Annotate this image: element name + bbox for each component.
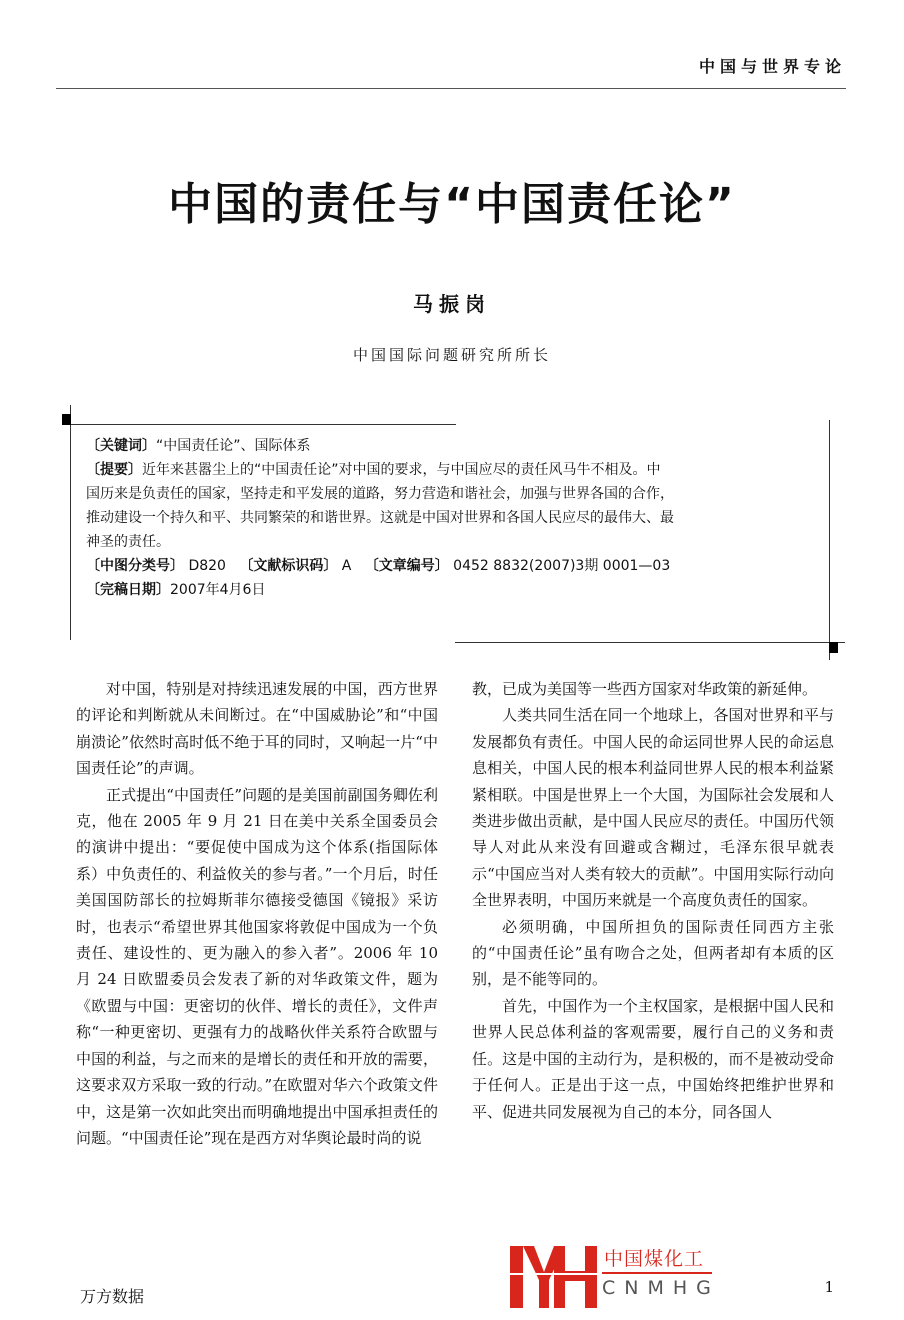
header-rule <box>56 88 846 89</box>
mh-logo-mark-icon <box>510 1246 598 1308</box>
doc-code-value: A <box>341 558 352 574</box>
logo-underline <box>602 1272 712 1274</box>
date-value: 2007年4月6日 <box>170 582 266 598</box>
article-no-value: 0452 8832(2007)3期 0001—03 <box>453 558 671 574</box>
article-author: 马振岗 <box>413 292 491 316</box>
abstract-first-line <box>86 458 822 482</box>
clc-label: 〔中图分类号〕 <box>86 558 184 574</box>
corner-marker-bottom-right <box>829 642 838 653</box>
corner-marker-top-left <box>62 414 71 425</box>
keywords-text: “中国责任论”、国际体系 <box>156 438 311 454</box>
body-column-right <box>472 676 834 1125</box>
article-title: 中国的责任与“中国责任论” <box>168 179 736 230</box>
abstract-line: 推动建设一个持久和平、共同繁荣的和谐世界。这就是中国对世界和各国人民应尽的最伟大、最 <box>86 510 674 526</box>
date-line <box>86 578 822 602</box>
keywords-label: 〔关键词〕 <box>86 438 156 454</box>
abstract-text <box>86 458 822 554</box>
source-watermark: 万方数据 <box>80 1287 145 1306</box>
clc-value: D820 <box>188 558 226 574</box>
paragraph: 人类共同生活在同一个地球上，各国对世界和平与发展都负有责任。中国人民的命运同世界人民的命运息息相关，中国人民的根本利益同世界人民的根本利益紧紧相联。中国是世界上一个大国，为国际社会发展和人类进步做出贡献，是中国人民应尽的责任。中国历代领导人对此从来没有回避或含糊过，毛泽东很早就表示“中国应当对人类有较大的贡献”。中国用实际行动向全世界表明，中国历来就是一个高度负责任的国家。 <box>472 706 834 910</box>
watermark-logo <box>510 1246 730 1308</box>
abstract-box-top-border <box>68 424 456 425</box>
keywords-line <box>86 434 822 458</box>
classification-line <box>86 554 822 578</box>
abstract-block <box>86 434 822 602</box>
abstract-label: 〔提要〕 <box>86 462 142 478</box>
page-number: 1 <box>824 1278 834 1296</box>
article-no-label: 〔文章编号〕 <box>364 558 449 574</box>
date-label: 〔完稿日期〕 <box>86 582 170 598</box>
paragraph: 正式提出“中国责任”问题的是美国前副国务卿佐利克，他在 2005 年 9 月 21 日在美中关系全国委员会的演讲中提出：“要促使中国成为这个体系(指国际体系）中负责任的、利益攸关的参与者。”一个月后，时任美国国防部长的拉姆斯菲尔德接受德国《镜报》采访时，也表示“希望世界其他国家将敦促中国成为一个负责任、建设性的、更为融入的参入者”。2006 年 10 月 24 日欧盟委员会发表了新的对华政策文件，题为《欧盟与中国：更密切的伙伴、增长的责任》，文件声称“一种更密切、更强有力的战略伙伴关系符合欧盟与中国的利益，与之而来的是增长的责任和开放的需要，这要求双方采取一致的行动。”在欧盟对华六个政策文件中，这是第一次如此突出而明确地提出中国承担责任的问题。“中国责任论”现在是西方对华舆论最时尚的说 <box>76 785 438 1147</box>
doc-code-label: 〔文献标识码〕 <box>239 558 338 574</box>
logo-english-name: CNMHG <box>602 1277 720 1299</box>
paragraph: 教，已成为美国等一些西方国家对华政策的新延伸。 <box>472 680 818 698</box>
paragraph: 对中国，特别是对持续迅速发展的中国，西方世界的评论和判断就从未间断过。在“中国威胁论”和“中国崩溃论”依然时高时低不绝于耳的同时，又响起一片“中国责任论”的声调。 <box>76 680 438 778</box>
abstract-line: 神圣的责任。 <box>86 534 170 550</box>
abstract-line: 国历来是负责任的国家，坚持走和平发展的道路，努力营造和谐社会，加强与世界各国的合作， <box>86 486 674 502</box>
abstract-box-right-border <box>829 420 830 660</box>
author-affiliation: 中国国际问题研究所所长 <box>352 346 551 364</box>
abstract-box-bottom-border <box>455 642 845 643</box>
abstract-line: 近年来甚嚣尘上的“中国责任论”对中国的要求，与中国应尽的责任风马牛不相及。中 <box>142 462 661 478</box>
paragraph: 首先，中国作为一个主权国家，是根据中国人民和世界人民总体利益的客观需要，履行自己的义务和责任。这是中国的主动行为，是积极的，而不是被动受命于任何人。正是出于这一点，中国始终把维护世界和平、促进共同发展视为自己的本分，同各国人 <box>472 996 834 1121</box>
paragraph: 必须明确，中国所担负的国际责任同西方主张的“中国责任论”虽有吻合之处，但两者却有本质的区别，是不能等同的。 <box>472 917 834 989</box>
abstract-box-left-border <box>70 405 71 640</box>
body-column-left <box>76 676 438 1151</box>
logo-chinese-name: 中国煤化工 <box>604 1248 705 1270</box>
journal-section-title: 中国与世界专论 <box>698 57 846 76</box>
